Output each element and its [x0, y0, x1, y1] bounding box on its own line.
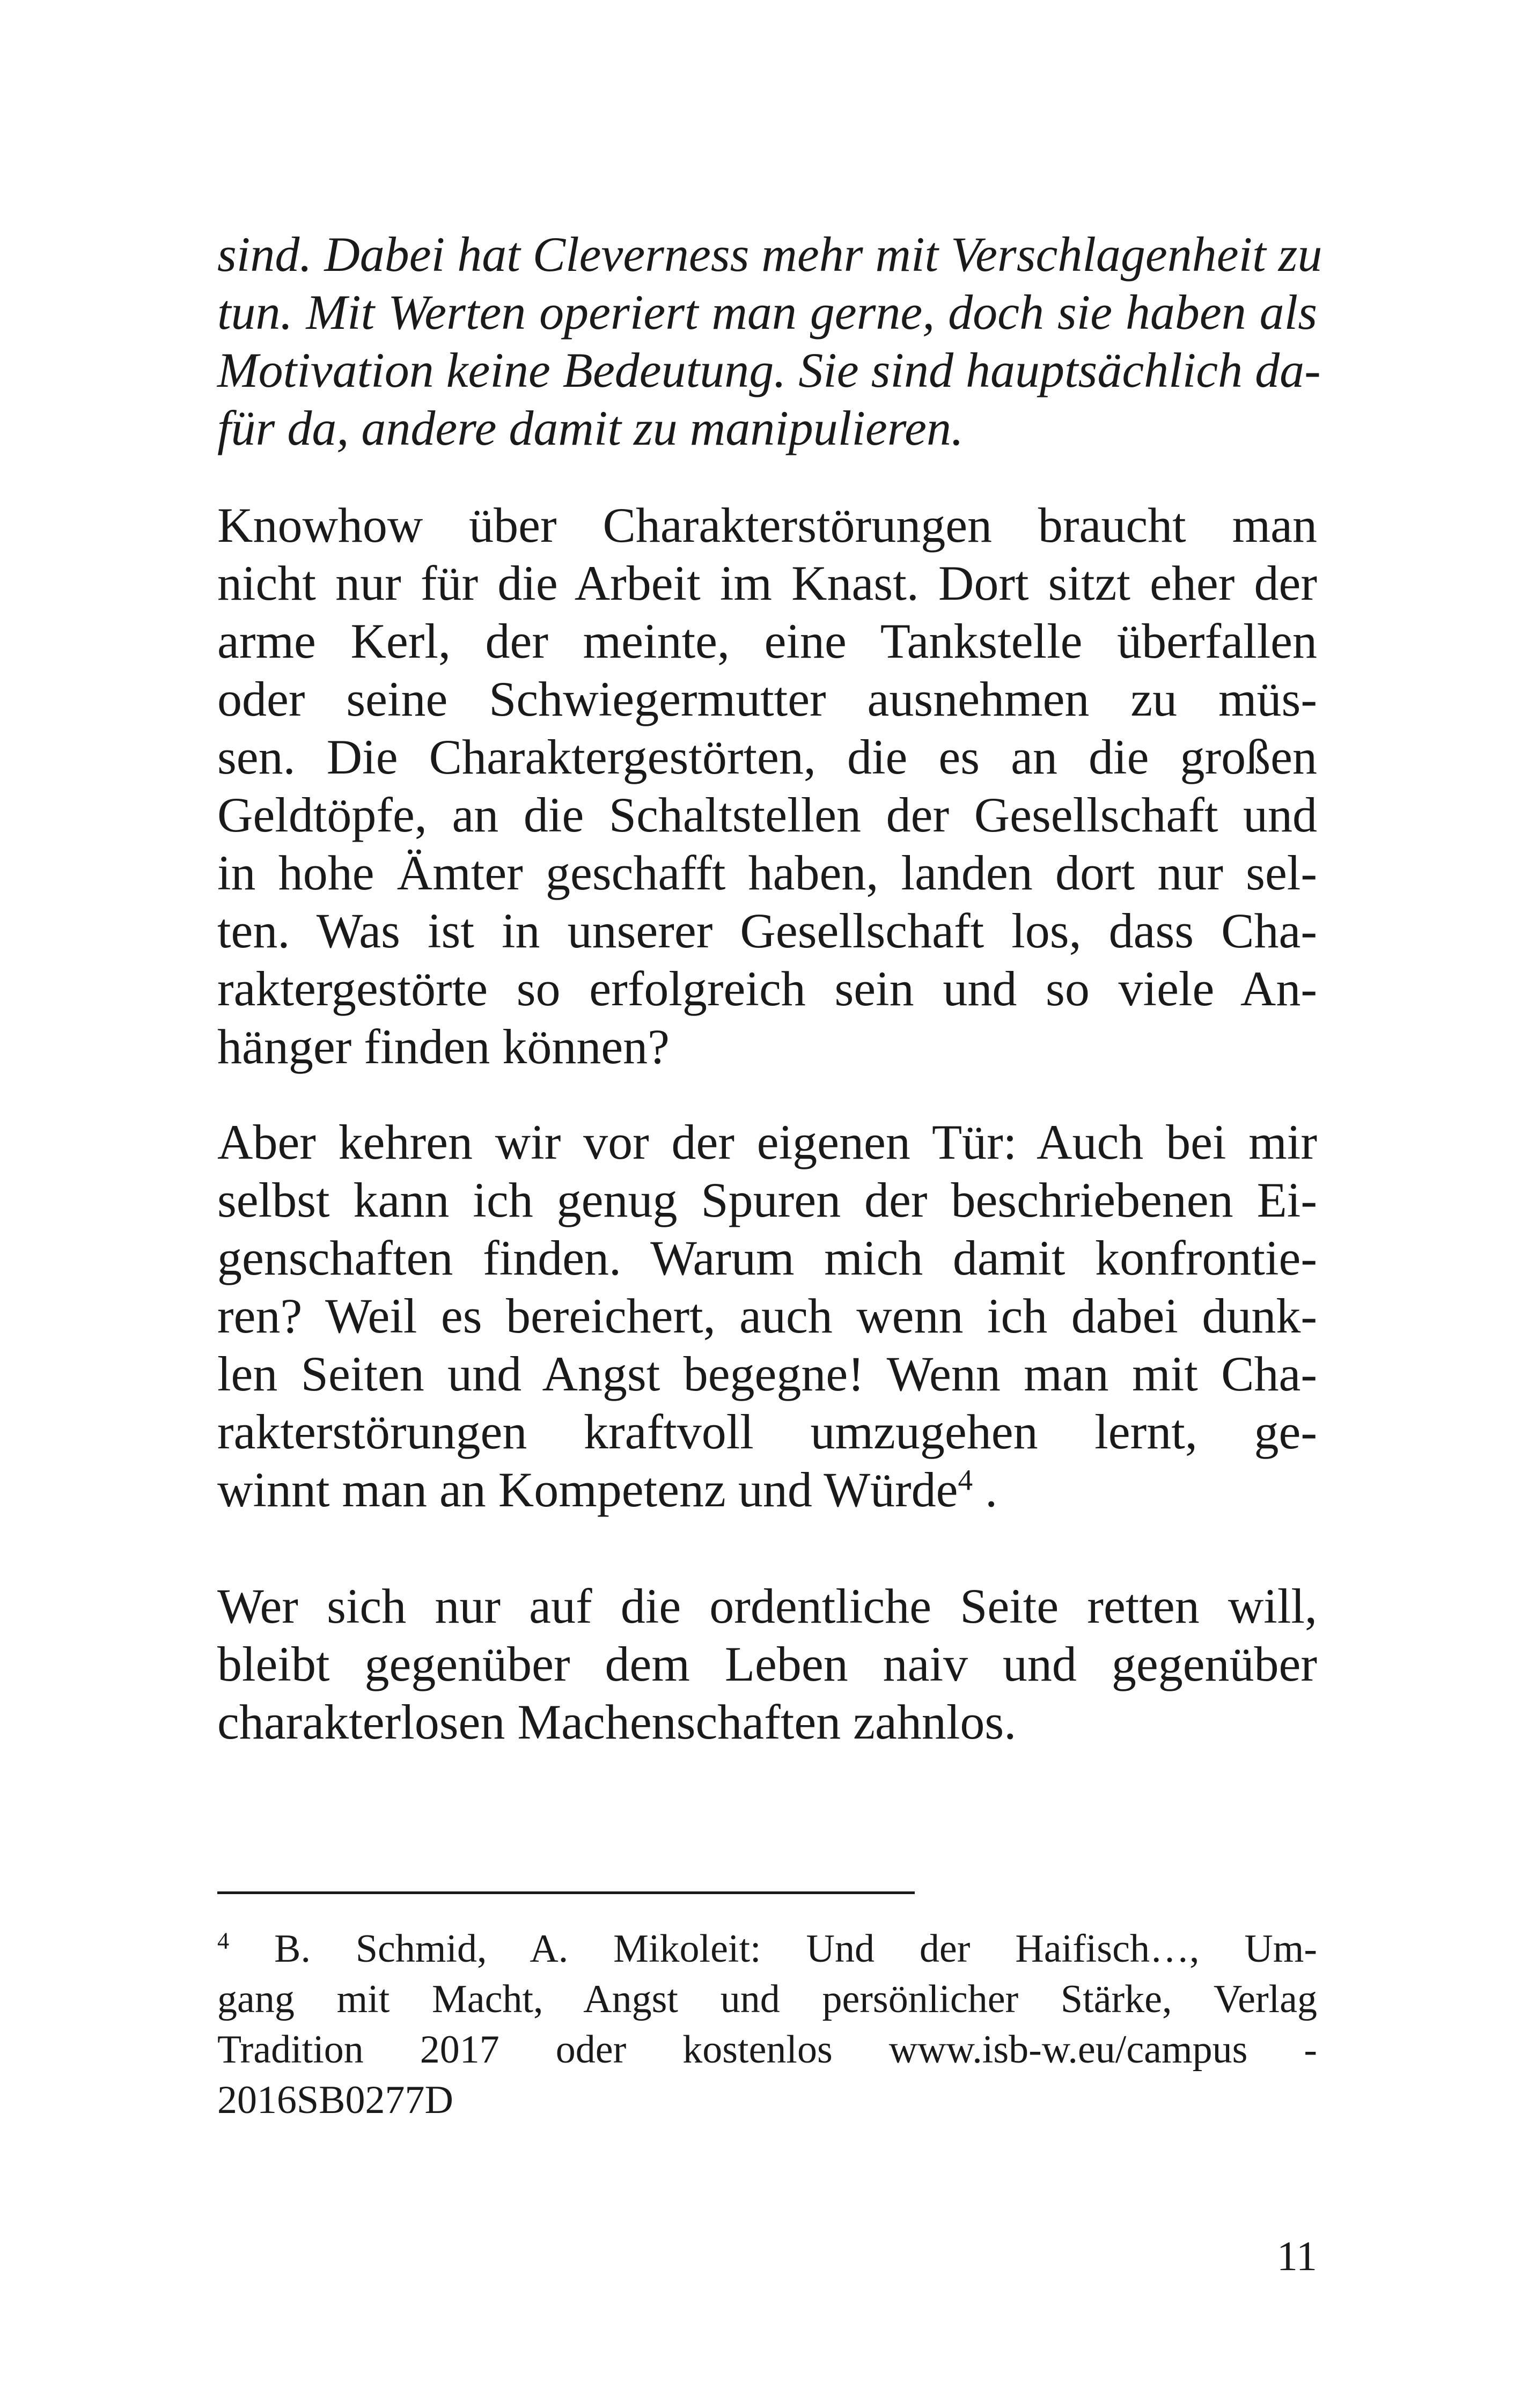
paragraph-eigene-tuer — [217, 1113, 1317, 1519]
footnote-line: 2016SB0277D — [217, 2078, 453, 2122]
text-line: sind. Dabei hat Cleverness mehr mit Verschlagenheit zu — [217, 227, 1322, 282]
text-line: in hohe Ämter geschafft haben, landen dort nur sel- — [217, 845, 1317, 900]
text-line: ren? Weil es bereichert, auch wenn ich dabei dunk- — [217, 1288, 1317, 1343]
paragraph-italic-continuation — [217, 225, 1322, 457]
footnote-line — [217, 1924, 1317, 1974]
text-segment: B. Schmid, A. Mikoleit: Und der Haifisch…, Um- — [229, 1927, 1317, 1971]
text-segment: winnt man an Kompetenz und Würde — [217, 1462, 958, 1517]
footnote — [217, 1924, 1317, 2125]
text-line: hänger finden können? — [217, 1019, 670, 1074]
text-line: bleibt gegenüber dem Leben naiv und gegenüber — [217, 1637, 1317, 1691]
text-line: Motivation keine Bedeutung. Sie sind hauptsächlich da- — [217, 343, 1321, 397]
text-line: charakterlosen Machenschaften zahnlos. — [217, 1695, 1017, 1749]
text-line: genschaften finden. Warum mich damit konfrontie- — [217, 1231, 1317, 1285]
footnote-reference: 4 — [958, 1463, 973, 1497]
text-line: sen. Die Charaktergestörten, die es an die großen — [217, 730, 1317, 784]
text-line: Geldtöpfe, an die Schaltstellen der Gesellschaft und — [217, 787, 1317, 842]
page-number: 11 — [1276, 2233, 1317, 2279]
footnote-line: Tradition 2017 oder kostenlos www.isb-w.eu/campus - — [217, 2028, 1317, 2072]
text-line: ten. Was ist in unserer Gesellschaft los, dass Cha- — [217, 903, 1317, 958]
text-line: arme Kerl, der meinte, eine Tankstelle überfallen — [217, 614, 1317, 668]
text-line: oder seine Schwiegermutter ausnehmen zu müs- — [217, 672, 1317, 726]
text-line: Aber kehren wir vor der eigenen Tür: Auch bei mir — [217, 1115, 1317, 1169]
text-line — [217, 1461, 1317, 1519]
text-line: rakterstörungen kraftvoll umzugehen lernt, ge- — [217, 1404, 1317, 1459]
text-line: tun. Mit Werten operiert man gerne, doch sie haben als — [217, 285, 1317, 340]
text-line: raktergestörte so erfolgreich sein und so viele An- — [217, 961, 1317, 1016]
footnote-line: gang mit Macht, Angst und persönlicher Stärke, Verlag — [217, 1977, 1317, 2021]
text-line: nicht nur für die Arbeit im Knast. Dort sitzt eher der — [217, 556, 1317, 610]
text-line: Wer sich nur auf die ordentliche Seite retten will, — [217, 1579, 1317, 1633]
text-line: len Seiten und Angst begegne! Wenn man mit Cha- — [217, 1346, 1317, 1401]
paragraph-ordentliche-seite — [217, 1577, 1317, 1751]
text-line: selbst kann ich genug Spuren der beschriebenen Ei- — [217, 1173, 1317, 1227]
text-line: Knowhow über Charakterstörungen braucht man — [217, 498, 1317, 553]
text-segment: . — [973, 1462, 998, 1517]
footnote-separator — [217, 1891, 915, 1894]
text-line: für da, andere damit zu manipulieren. — [217, 401, 964, 455]
paragraph-knowhow — [217, 496, 1317, 1076]
footnote-marker: 4 — [217, 1927, 230, 1954]
